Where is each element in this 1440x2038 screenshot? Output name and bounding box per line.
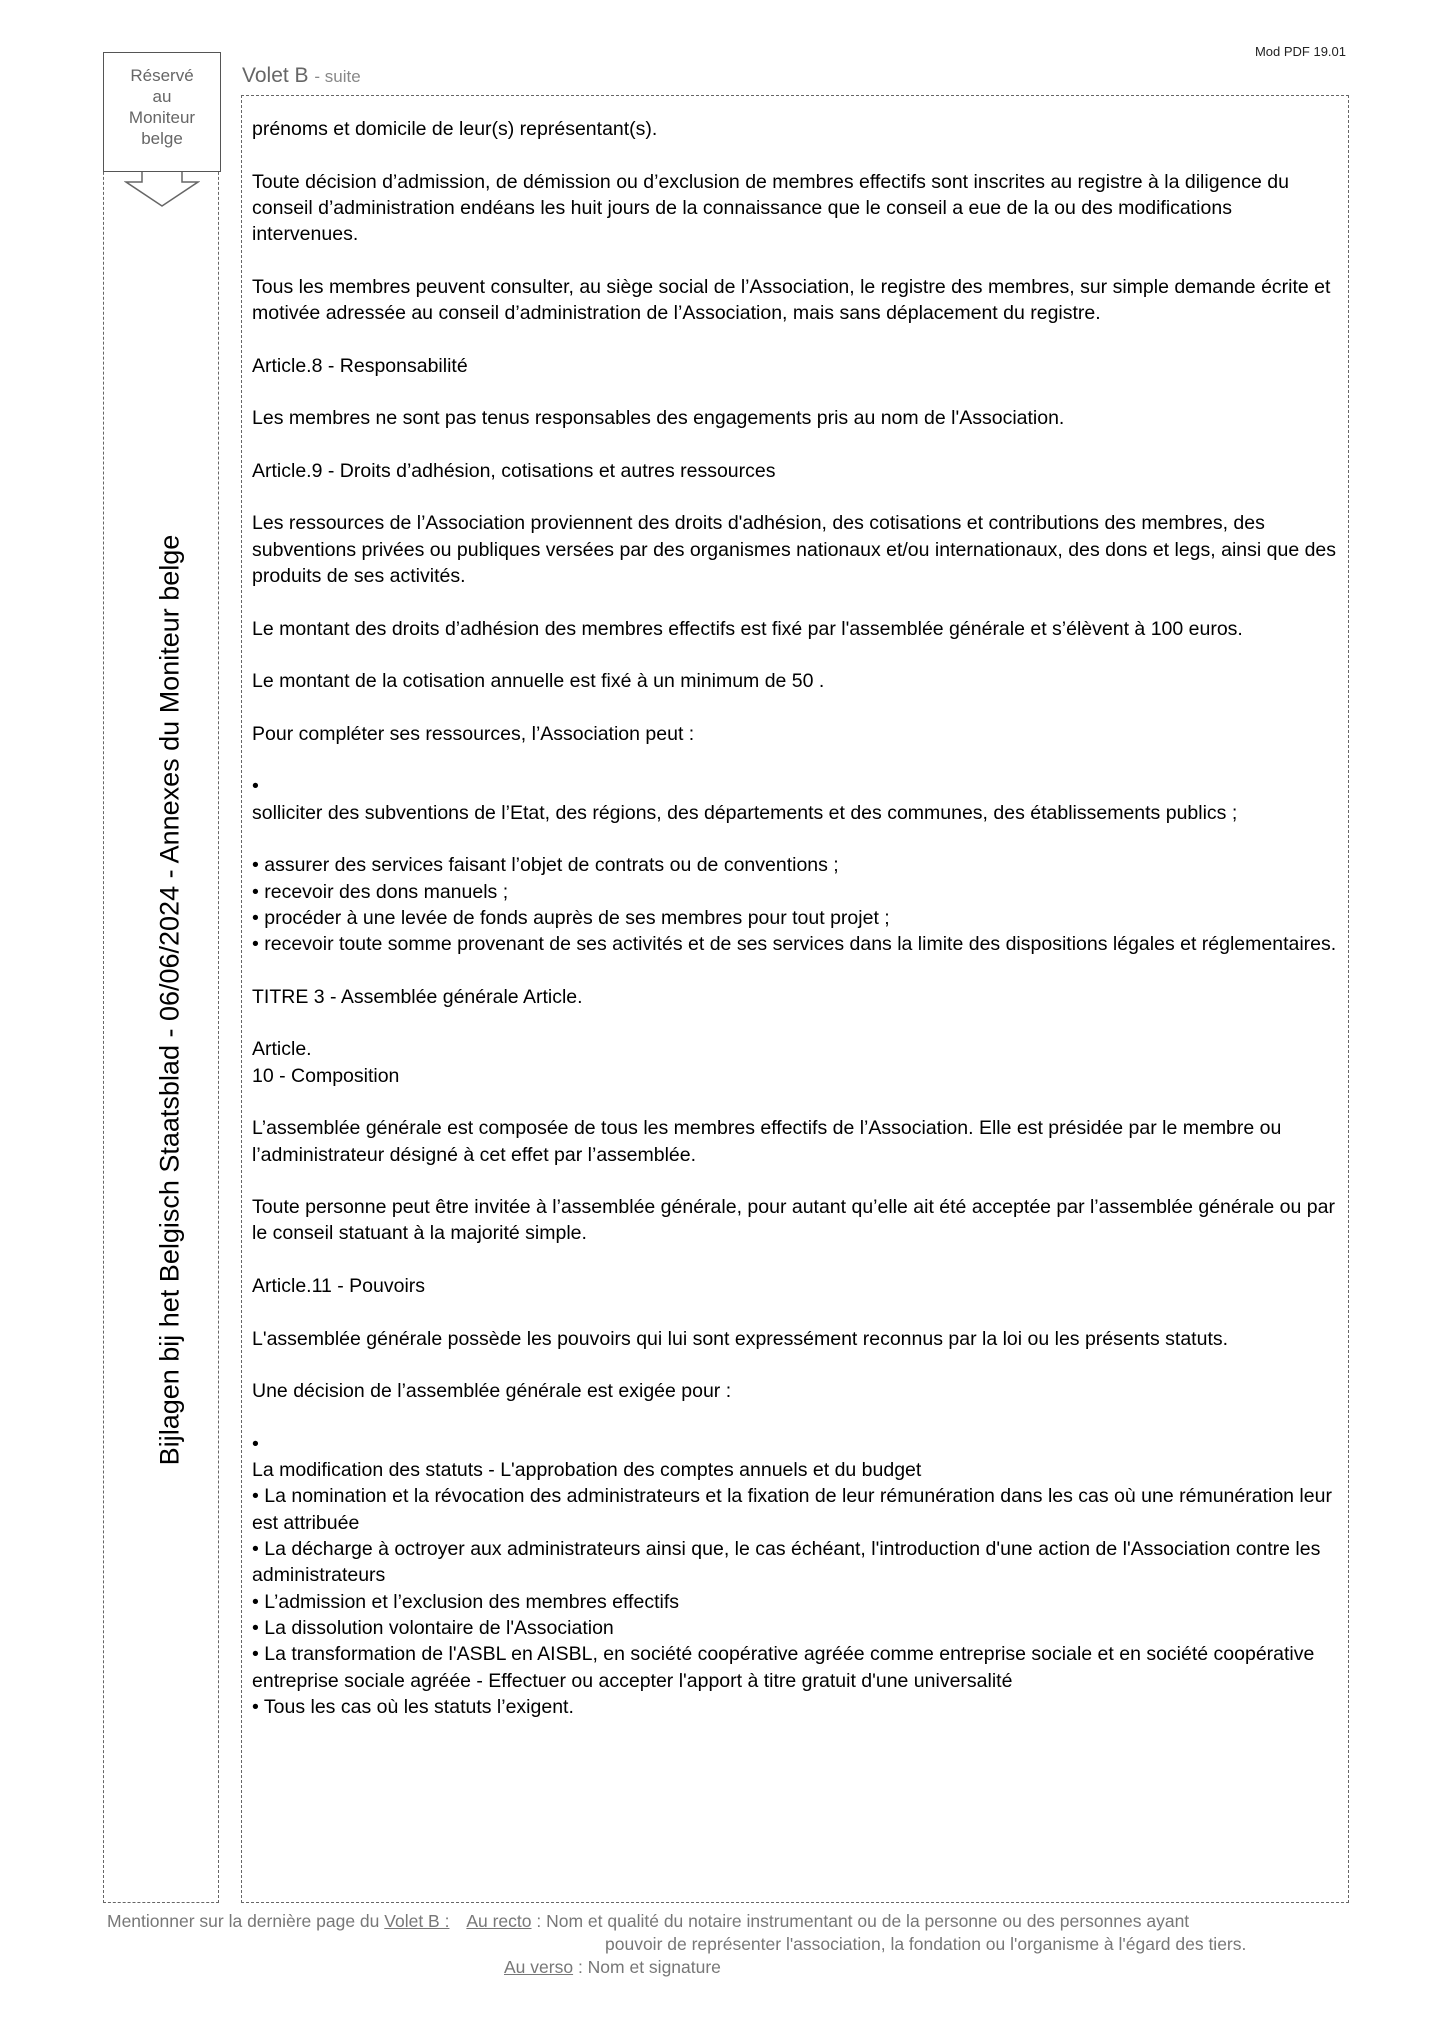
paragraph-line: TITRE 3 - Assemblée générale Article. [252, 985, 583, 1008]
paragraph [252, 984, 1337, 1010]
paragraph-line: prénoms et domicile de leur(s) représentant(s). [252, 118, 658, 140]
paragraph-line: • procéder à une levée de fonds auprès de ses membres pour tout projet ; [252, 906, 890, 929]
paragraph [252, 405, 1337, 431]
paragraph-line: • L’admission et l’exclusion des membres effectifs [252, 1590, 679, 1613]
paragraph-line: Article. [252, 1038, 312, 1061]
paragraph [252, 1036, 1337, 1089]
reserved-line: Moniteur [128, 108, 196, 127]
paragraph-line: L’assemblée générale est composée de tous les membres effectifs de l’Association. Elle est présidée par le membre ou l’administrateur désigné à cet effet par l’assemblée. [252, 1117, 1282, 1166]
footer-verso-text: : Nom et signature [577, 1957, 721, 1977]
paragraph-line: 10 - Composition [252, 1064, 400, 1087]
reserved-line: belge [141, 129, 183, 148]
footer-recto-text-2: pouvoir de représenter l'association, la fondation ou l'organisme à l'égard des tiers. [605, 1934, 1247, 1954]
paragraph-line: • assurer des services faisant l’objet de contrats ou de conventions ; [252, 854, 839, 877]
paragraph [252, 458, 1337, 484]
paragraph-line: Tous les membres peuvent consulter, au siège social de l’Association, le registre des membres, sur simple demande écrite et motivée adressée au conseil d’administration de l’Association, mais sans déplacement du registre. [252, 275, 1331, 325]
paragraph-line: L'assemblée générale possède les pouvoirs qui lui sont expressément reconnus par la loi ou les présents statuts. [252, 1327, 1229, 1350]
paragraph [252, 668, 1337, 694]
paragraph [252, 1378, 1337, 1404]
paragraph [252, 510, 1337, 589]
paragraph [252, 1273, 1337, 1299]
paragraph-line: Les membres ne sont pas tenus responsables des engagements pris au nom de l'Association. [252, 407, 1065, 430]
paragraph-line: Article.9 - Droits d’adhésion, cotisations et autres ressources [252, 459, 776, 482]
paragraph-line: • [252, 775, 259, 798]
paragraph-line: Une décision de l’assemblée générale est exigée pour : [252, 1380, 732, 1403]
paragraph-line: solliciter des subventions de l’Etat, des régions, des départements et des communes, des établissements publics ; [252, 801, 1238, 824]
paragraph [252, 616, 1337, 642]
paragraph-line: Le montant de la cotisation annuelle est fixé à un minimum de 50 . [252, 670, 825, 693]
paragraph-line: Les ressources de l’Association proviennent des droits d'adhésion, des cotisations et contributions des membres, des subventions privées ou publiques versées par des organismes nationaux et/ou internationaux, des dons et legs, ainsi que des produits de ses activités. [252, 512, 1337, 588]
paragraph-line: Pour compléter ses ressources, l’Association peut : [252, 722, 695, 745]
paragraph-line: Article.11 - Pouvoirs [252, 1275, 426, 1298]
paragraph [252, 1326, 1337, 1352]
paragraph-line: • La décharge à octroyer aux administrateurs ainsi que, le cas échéant, l'introduction d'une action de l'Association contre les administrateurs [252, 1538, 1321, 1587]
paragraph [252, 1115, 1337, 1168]
paragraph-line: Le montant des droits d’adhésion des membres effectifs est fixé par l'assemblée générale et s’élèvent à 100 euros. [252, 617, 1243, 640]
paragraph-line: Toute décision d’admission, de démission ou d’exclusion de membres effectifs sont inscrites au registre à la diligence du conseil d’administration endéans les huit jours de la connaissance que le conseil a eue de la ou des modifications intervenues. [252, 170, 1289, 246]
paragraph [252, 274, 1337, 327]
paragraph-line: • recevoir toute somme provenant de ses activités et de ses services dans la limite des dispositions légales et réglementaires. [252, 933, 1337, 956]
paragraph [252, 721, 1337, 747]
paragraph [252, 169, 1337, 248]
paragraph-line: • recevoir des dons manuels ; [252, 880, 509, 903]
reserved-line: Réservé [130, 66, 194, 85]
paragraph-line: • Tous les cas où les statuts l’exigent. [252, 1695, 574, 1718]
volet-title: Volet B [242, 64, 309, 87]
paragraph-line: • [252, 1432, 259, 1455]
down-arrow-icon [124, 172, 200, 208]
form-code: Mod PDF 19.01 [1254, 44, 1346, 59]
footer-note [107, 1910, 1246, 1979]
paragraph-line: Toute personne peut être invitée à l’assemblée générale, pour autant qu’elle ait été acceptée par l’assemblée générale ou par le conseil statuant à la majorité simple. [252, 1196, 1335, 1245]
paragraph-line: • La transformation de l'ASBL en AISBL, en société coopérative agréée comme entreprise sociale et en société coopérative entreprise sociale agréée - Effectuer ou accepter l'apport à titre gratuit d'une universalité [252, 1643, 1315, 1692]
footer-volet-link: Volet B : [384, 1911, 450, 1931]
paragraph [252, 1431, 1337, 1720]
reserved-box [103, 52, 221, 172]
vertical-annex-label: Bijlagen bij het Belgisch Staatsblad - 06/06/2024 - Annexes du Moniteur belge [154, 534, 185, 1466]
footer-recto-label: Au recto [466, 1911, 532, 1931]
paragraph [252, 353, 1337, 379]
page-title [242, 64, 361, 88]
reserved-line: au [152, 87, 172, 106]
footer-prefix: Mentionner sur la dernière page du [107, 1911, 385, 1931]
paragraph-line: • La nomination et la révocation des administrateurs et la fixation de leur rémunération dans les cas où une rémunération leur est attribuée [252, 1485, 1332, 1534]
paragraph-line: Article.8 - Responsabilité [252, 354, 468, 377]
document-body [252, 116, 1337, 1746]
footer-verso-label: Au verso [504, 1957, 574, 1977]
paragraph [252, 1194, 1337, 1247]
footer-recto-text-1: : Nom et qualité du notaire instrumentant ou de la personne ou des personnes ayant [536, 1911, 1190, 1931]
paragraph [252, 852, 1337, 957]
paragraph-line: La modification des statuts - L'approbation des comptes annuels et du budget [252, 1459, 922, 1482]
paragraph [252, 116, 1337, 142]
paragraph [252, 773, 1337, 826]
paragraph-line: • La dissolution volontaire de l'Association [252, 1616, 614, 1639]
volet-suite: - suite [314, 67, 361, 86]
